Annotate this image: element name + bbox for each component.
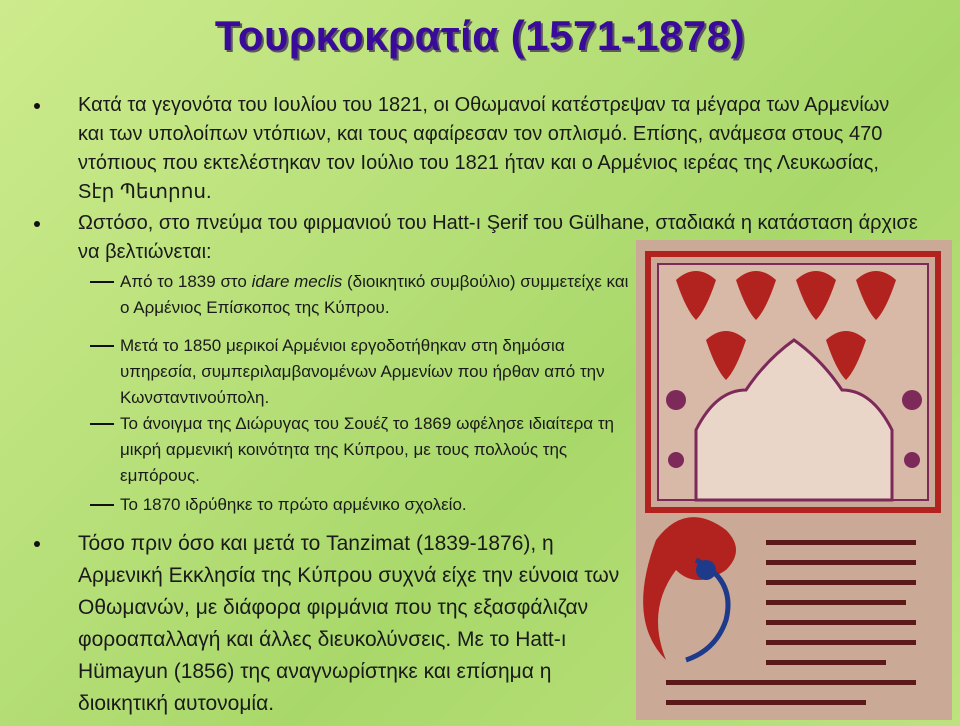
sub-item-1-post: (διοικητικό συμβούλιο) συμμετείχε και ο Αρμένιος Επίσκοπος της Κύπρου. xyxy=(120,272,629,317)
bullet-1 xyxy=(78,91,918,207)
sub-item-4-text: Το 1870 ιδρύθηκε το πρώτο αρμένικο σχολείο. xyxy=(120,495,467,514)
sub-item-4 xyxy=(120,492,640,518)
manuscript-illustration xyxy=(636,240,952,720)
bullet-2-text: Ωστόσο, στο πνεύμα του φιρμανιού του Hatt-ı Şerif του Gülhane, σταδιακά η κατάσταση άρχισε να βελτιώνεται: xyxy=(78,212,918,263)
armenian-manuscript-image xyxy=(636,240,952,720)
sub-item-3-text: Το άνοιγμα της Διώρυγας του Σουέζ το 1869 ωφέλησε ιδιαίτερα τη μικρή αρμενική κοινότητα της Κύπρου, με τους πολλούς της εμπόρους. xyxy=(120,414,614,485)
dash xyxy=(90,504,114,506)
dash xyxy=(90,345,114,347)
bullet-1-text: Κατά τα γεγονότα του Ιουλίου του 1821, οι Οθωμανοί κατέστρεψαν τα μέγαρα των Αρμενίων και των υπολοίπων ντόπιων, και τους αφαίρεσαν τον οπλισμό. Επίσης, ανάμεσα στους 470 ντόπιους που εκτελέστηκαν τον Ιούλιο του 1821 ήταν και ο Αρμένιος ιερέας της Λευκωσίας, Sէր Պետրոս. xyxy=(78,94,890,203)
sub-item-3 xyxy=(120,411,640,489)
sub-item-1 xyxy=(120,269,640,321)
dash xyxy=(90,281,114,283)
bullet-dot xyxy=(34,221,40,227)
bullet-3-text: Τόσο πριν όσο και μετά το Tanzimat (1839-1876), η Αρμενική Εκκλησία της Κύπρου συχνά είχε την εύνοια των Οθωμανών, με διάφορα φιρμάνια που της εξασφάλιζαν φοροαπαλλαγή και άλλες διευκολύνσεις. Με το Hatt-ı Hümayun (1856) της αναγνωρίστηκε και επίσημα η διοικητική αυτονομία. xyxy=(78,532,620,715)
bullet-dot xyxy=(34,103,40,109)
bullet-3 xyxy=(78,528,630,720)
sub-item-2-text: Μετά το 1850 μερικοί Αρμένιοι εργοδοτήθηκαν στη δημόσια υπηρεσία, συμπεριλαμβανομένων Αρμενίων που ήρθαν από την Κωνσταντινούπολη. xyxy=(120,336,605,407)
slide-title: Τουρκοκρατία (1571-1878) xyxy=(214,12,746,59)
sub-item-2 xyxy=(120,333,640,411)
sub-item-1-italic: idare meclis xyxy=(251,272,343,291)
bullet-dot xyxy=(34,541,40,547)
sub-item-1-pre: Από το 1839 στο xyxy=(120,272,252,291)
dash xyxy=(90,423,114,425)
